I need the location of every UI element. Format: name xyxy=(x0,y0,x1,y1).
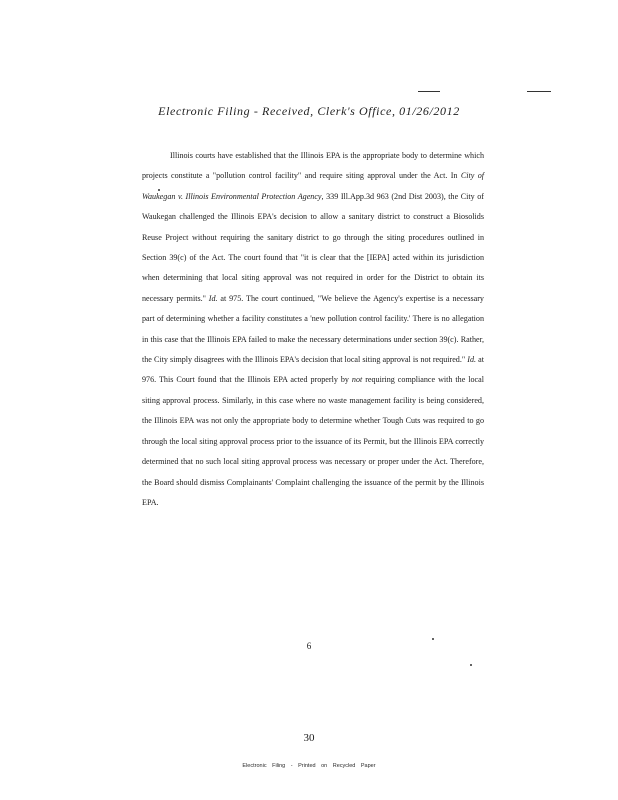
sheet-number: 30 xyxy=(303,732,315,744)
filing-stamp: Electronic Filing - Received, Clerk's Office, 01/26/2012 xyxy=(158,104,460,118)
body-paragraph xyxy=(142,146,484,513)
paragraph-text: , 339 Ill.App.3d 963 (2nd Dist 2003), the City of Waukegan challenged the Illinois EPA's decision to allow a sanitary district to construct a Biosolids Reuse Project without requiring the sanitary district to go through the siting procedures outlined in Section 39(c) of the Act. The court found that "it is clear that the [IEPA] acted within its jurisdiction when determining that local siting approval was not required in order for the District to obtain its necessary permits." xyxy=(142,191,484,303)
scan-mark xyxy=(418,91,440,92)
paragraph-text: Illinois courts have established that the Illinois EPA is the appropriate body to determine which projects constitute a "pollution control facility" and require siting approval under the Act. In xyxy=(142,151,484,181)
id-citation: Id. xyxy=(467,355,477,365)
paragraph-text: at 975. The court continued, "We believe the Agency's expertise is a necessary part of determining whether a facility constitutes a 'new pollution control facility.' There is no allegation in this case that the Illinois EPA failed to make the necessary determinations under section 39(c). Rather, the City simply disagrees with the Illinois EPA's decision that local siting approval is not required." xyxy=(142,293,484,365)
case-citation: City of Waukegan v. Illinois Environmental Protection Agency xyxy=(142,171,484,201)
paragraph-text: at 976. This Court found that the Illinois EPA acted properly by xyxy=(142,355,484,385)
id-citation: Id. xyxy=(208,293,218,303)
scan-mark xyxy=(527,91,551,92)
scan-speck xyxy=(432,638,434,640)
scan-speck xyxy=(470,664,472,666)
scan-speck xyxy=(158,189,160,191)
emphasis-not: not xyxy=(351,375,363,385)
page-number: 6 xyxy=(306,641,312,651)
footer-note: Electronic Filing - Printed on Recycled Paper xyxy=(242,763,376,769)
paragraph-text: requiring compliance with the local siting approval process. Similarly, in this case where no waste management facility is being considered, the Illinois EPA was not only the appropriate body to determine whether Tough Cuts was required to go through the local siting approval process prior to the issuance of its Permit, but the Illinois EPA correctly determined that no such local siting approval process was necessary or proper under the Act. Therefore, the Board should dismiss Complainants' Complaint challenging the issuance of the permit by the Illinois EPA. xyxy=(142,375,484,507)
